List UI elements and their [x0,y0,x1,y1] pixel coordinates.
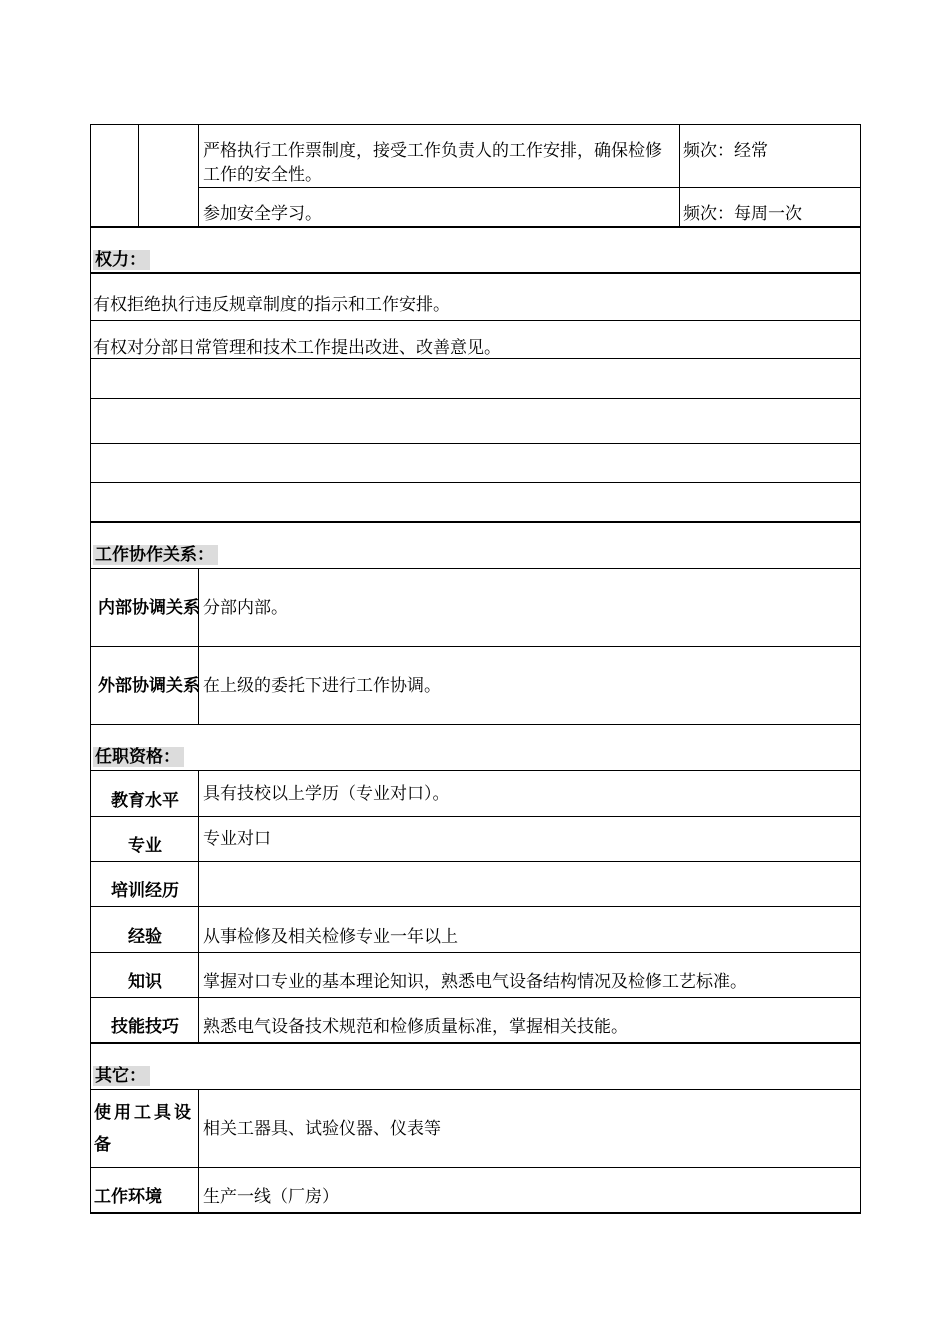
qualification-row [90,953,861,998]
authority-text: 有权对分部日常管理和技术工作提出改进、改善意见。 [93,338,501,358]
duty-frequency: 频次：每周一次 [683,204,802,224]
duty-text: 严格执行工作票制度，接受工作负责人的工作安排，确保检修工作的安全性。 [203,141,662,185]
qualification-value: 从事检修及相关检修专业一年以上 [203,926,458,947]
qualification-label: 经验 [128,926,162,947]
qualification-value: 掌握对口专业的基本理论知识，熟悉电气设备结构情况及检修工艺标准。 [203,972,747,992]
authority-item [90,444,861,483]
authority-text: 有权拒绝执行违反规章制度的指示和工作安排。 [93,295,450,315]
section-heading: 工作协作关系： [93,545,218,565]
other-label: 使用工具设备 [94,1102,194,1155]
col-divider [679,125,680,226]
qualification-row [90,862,861,907]
other-label: 工作环境 [94,1187,162,1207]
duty-frequency: 频次：经常 [683,141,768,161]
qualification-label: 技能技巧 [111,1017,179,1037]
qualification-value: 熟悉电气设备技术规范和检修质量标准，掌握相关技能。 [203,1017,628,1037]
col-divider [198,125,199,226]
authority-item [90,483,861,523]
qualification-label: 专业 [128,836,162,856]
duty-text: 参加安全学习。 [203,204,322,224]
authority-item [90,274,861,321]
qualification-row [90,998,861,1044]
authority-heading-row [90,228,861,274]
section-heading: 其它： [93,1066,150,1086]
other-value: 相关工器具、试验仪器、仪表等 [203,1118,441,1139]
col-divider [138,125,139,226]
qualification-row [90,907,861,953]
job-description-table [90,124,861,1214]
qualification-value: 专业对口 [203,829,271,849]
qualification-heading-row [90,725,861,771]
cooperation-value: 分部内部。 [203,597,288,618]
qualification-value: 具有技校以上学历（专业对口）。 [203,783,450,804]
row-divider [199,187,860,188]
other-value: 生产一线（厂房） [203,1187,339,1207]
other-row [90,1168,861,1214]
cooperation-row [90,569,861,647]
authority-item [90,359,861,399]
section-heading: 权力： [93,250,150,270]
qualification-label: 教育水平 [111,790,179,811]
section-heading: 任职资格： [93,747,184,767]
cooperation-label: 内部协调关系 [98,597,200,618]
other-row [90,1090,861,1168]
other-heading-row [90,1044,861,1090]
authority-item [90,399,861,444]
qualification-row [90,817,861,862]
qualification-row [90,771,861,817]
cooperation-heading-row [90,523,861,569]
qualification-value [203,862,856,906]
authority-item [90,321,861,359]
cooperation-row [90,647,861,725]
cooperation-value: 在上级的委托下进行工作协调。 [203,675,441,696]
qualification-label: 培训经历 [111,881,179,901]
cooperation-label: 外部协调关系 [98,675,200,696]
qualification-label: 知识 [128,972,162,992]
duties-block [90,124,861,228]
